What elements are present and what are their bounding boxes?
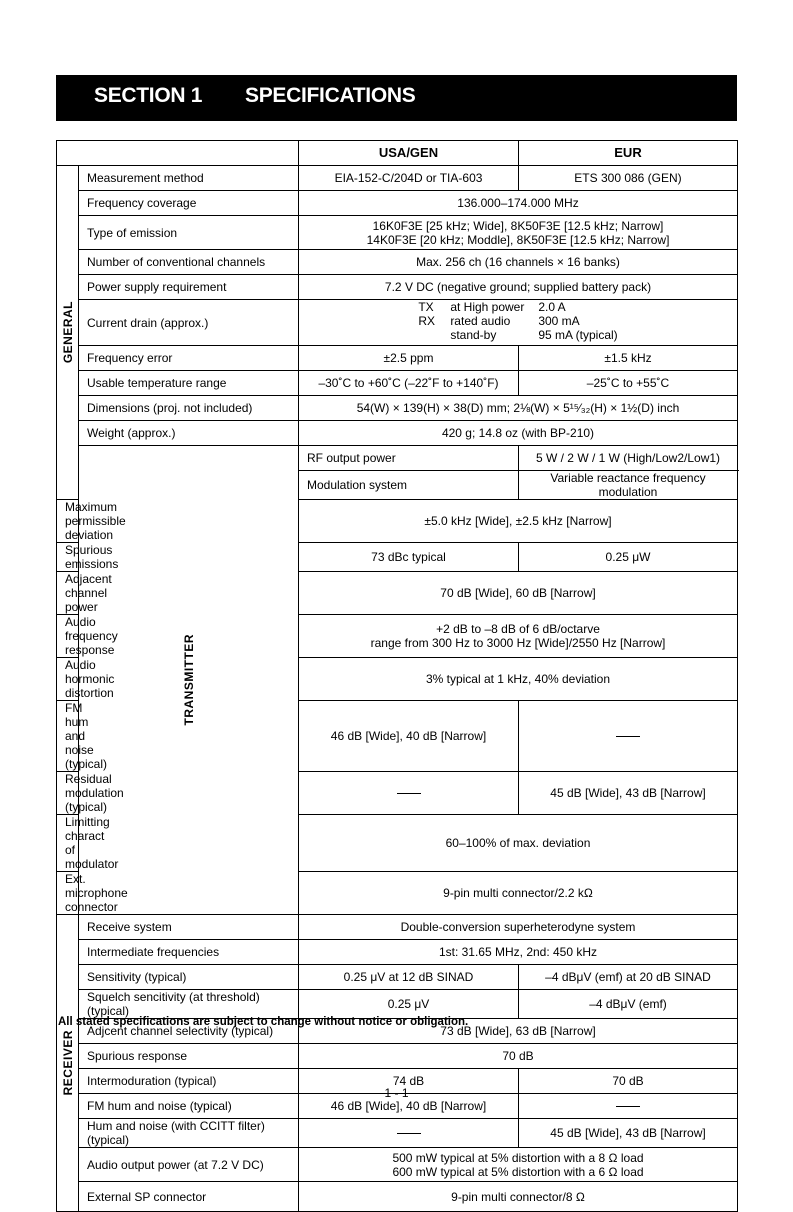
value-common: 136.000–174.000 MHz: [299, 191, 738, 216]
value-common: Double-conversion superheterodyne system: [299, 915, 738, 940]
rx-value-rated: 300 mA: [538, 314, 580, 328]
table-row: [57, 275, 738, 300]
value-usa-dash: [299, 1119, 519, 1148]
value-eur: 45 dB [Wide], 43 dB [Narrow]: [519, 1119, 738, 1148]
value-eur: 45 dB [Wide], 43 dB [Narrow]: [519, 772, 738, 815]
row-label: Dimensions (proj. not included): [79, 396, 299, 421]
emission-line-1: 16K0F3E [25 kHz; Wide], 8K50F3E [12.5 kHz; Narrow]: [372, 218, 664, 233]
section-title: SPECIFICATIONS: [245, 84, 416, 107]
table-row: [57, 371, 738, 396]
row-label: Spurious emissions: [57, 543, 79, 572]
row-label: Adjcent channel selectivity (typical): [79, 1019, 299, 1044]
table-row: [57, 965, 738, 990]
value-usa: 0.25 μV at 12 dB SINAD: [299, 965, 519, 990]
table-row: [57, 1119, 738, 1148]
value-common: 1st: 31.65 MHz, 2nd: 450 kHz: [299, 940, 738, 965]
row-label: External SP connector: [79, 1182, 299, 1212]
value-eur-dash: [519, 701, 738, 772]
row-label: Modulation system: [299, 471, 519, 500]
table-row: [57, 446, 738, 471]
not-applicable-dash: [616, 736, 640, 737]
value-eur: ETS 300 086 (GEN): [519, 166, 738, 191]
tx-value: 2.0 A: [538, 300, 566, 314]
value-usa: 46 dB [Wide], 40 dB [Narrow]: [299, 701, 519, 772]
audio-response-line-2: range from 300 Hz to 3000 Hz [Wide]/2550 Hz [Narrow]: [370, 636, 666, 650]
row-label: Measurement method: [79, 166, 299, 191]
value-common: ±5.0 kHz [Wide], ±2.5 kHz [Narrow]: [299, 500, 738, 543]
value-usa-dash: [299, 772, 519, 815]
row-label: Audio output power (at 7.2 V DC): [79, 1148, 299, 1182]
section-number: SECTION 1: [94, 84, 203, 107]
row-label: Number of conventional channels: [79, 250, 299, 275]
not-applicable-dash: [397, 793, 421, 794]
row-label: Hum and noise (with CCITT filter) (typical): [79, 1119, 299, 1148]
rx-condition-standby: stand-by: [450, 328, 497, 342]
row-label: Intermediate frequencies: [79, 940, 299, 965]
row-label: Sensitivity (typical): [79, 965, 299, 990]
not-applicable-dash: [616, 1106, 640, 1107]
column-header-eur: EUR: [519, 141, 738, 166]
row-label: Usable temperature range: [79, 371, 299, 396]
value-common: 5 W / 2 W / 1 W (High/Low2/Low1): [519, 446, 738, 471]
value-usa: 46 dB [Wide], 40 dB [Narrow]: [299, 1094, 519, 1119]
audio-output-line-1: 500 mW typical at 5% distortion with a 8 Ω load: [392, 1150, 644, 1165]
value-common: [299, 216, 738, 250]
table-row: [57, 250, 738, 275]
table-row: [57, 166, 738, 191]
group-transmitter: TRANSMITTER: [79, 446, 299, 915]
table-row: [57, 346, 738, 371]
row-label: Intermoduration (typical): [79, 1069, 299, 1094]
value-eur: 0.25 μW: [519, 543, 738, 572]
row-label: Audio hormonic distortion: [57, 658, 79, 701]
value-usa: 73 dBc typical: [299, 543, 519, 572]
value-eur: –4 dBμV (emf) at 20 dB SINAD: [519, 965, 738, 990]
value-common: 9-pin multi connector/8 Ω: [299, 1182, 738, 1212]
table-row: [57, 396, 738, 421]
value-common: 70 dB [Wide], 60 dB [Narrow]: [299, 572, 738, 615]
value-common: [299, 1148, 738, 1182]
group-receiver: RECEIVER: [57, 915, 79, 1212]
emission-line-2: 14K0F3E [20 kHz; Moddle], 8K50F3E [12.5 kHz; Narrow]: [366, 232, 670, 247]
footnote: All stated specifications are subject to change without notice or obligation.: [58, 1016, 469, 1028]
value-common: 3% typical at 1 kHz, 40% deviation: [299, 658, 738, 701]
group-general: GENERAL: [57, 166, 79, 500]
table-row: [57, 990, 738, 1019]
row-label: RF output power: [299, 446, 519, 471]
current-drain-values: [418, 300, 617, 342]
row-label: Receive system: [79, 915, 299, 940]
value-common: 420 g; 14.8 oz (with BP-210): [299, 421, 738, 446]
row-label: Weight (approx.): [79, 421, 299, 446]
value-eur: –25˚C to +55˚C: [519, 371, 738, 396]
value-common: [299, 300, 738, 346]
row-label: FM hum and noise (typical): [79, 1094, 299, 1119]
row-label: Frequency error: [79, 346, 299, 371]
row-label: Limitting charact of modulator: [57, 815, 79, 872]
row-label: Squelch sencitivity (at threshold) (typical): [79, 990, 299, 1019]
value-common: 9-pin multi connector/2.2 kΩ: [299, 872, 738, 915]
row-label: Audio frequency response: [57, 615, 79, 658]
table-row: [57, 421, 738, 446]
tx-condition: at High power: [450, 300, 525, 314]
value-eur: –4 dBμV (emf): [519, 990, 738, 1019]
row-label: Current drain (approx.): [79, 300, 299, 346]
row-label: Type of emission: [79, 216, 299, 250]
value-common: 7.2 V DC (negative ground; supplied battery pack): [299, 275, 738, 300]
value-eur: ±1.5 kHz: [519, 346, 738, 371]
table-row: [57, 1044, 738, 1069]
not-applicable-dash: [397, 1133, 421, 1134]
row-label: Frequency coverage: [79, 191, 299, 216]
table-header-row: [57, 141, 738, 166]
audio-response-line-1: +2 dB to –8 dB of 6 dB/octarve: [436, 622, 600, 636]
rx-label: RX: [418, 314, 435, 328]
table-row: [57, 1182, 738, 1212]
row-label: Ext. microphone connector: [57, 872, 79, 915]
table-row: [57, 191, 738, 216]
row-label: Power supply requirement: [79, 275, 299, 300]
specifications-table: [56, 140, 738, 1212]
column-header-usa: USA/GEN: [299, 141, 519, 166]
rx-value-standby: 95 mA (typical): [538, 328, 618, 342]
table-row: [57, 300, 738, 346]
page-number: 1 - 1: [384, 1086, 409, 1100]
table-row: [57, 216, 738, 250]
value-common: 73 dB [Wide], 63 dB [Narrow]: [299, 1019, 738, 1044]
table-row: [57, 940, 738, 965]
value-usa: 0.25 μV: [299, 990, 519, 1019]
value-common: 60–100% of max. deviation: [299, 815, 738, 872]
table-row: [57, 915, 738, 940]
section-header: [56, 75, 737, 121]
rx-condition-rated: rated audio: [450, 314, 511, 328]
tx-label: TX: [418, 300, 434, 314]
value-eur: 70 dB: [519, 1069, 738, 1094]
value-common: Variable reactance frequency modulation: [519, 471, 738, 500]
value-common: [299, 615, 738, 658]
row-label: Adjacent channel power: [57, 572, 79, 615]
value-common: Max. 256 ch (16 channels × 16 banks): [299, 250, 738, 275]
row-label: Maximum permissible deviation: [57, 500, 79, 543]
value-common: 54(W) × 139(H) × 38(D) mm; 2⅛(W) × 5¹⁵⁄₃₂(H) × 1½(D) inch: [299, 396, 738, 421]
row-label: FM hum and noise (typical): [57, 701, 79, 772]
header-blank: [57, 141, 299, 166]
value-usa: ±2.5 ppm: [299, 346, 519, 371]
value-usa: 74 dB: [299, 1069, 519, 1094]
table-row: [57, 1148, 738, 1182]
row-label: Spurious response: [79, 1044, 299, 1069]
row-label: Residual modulation (typical): [57, 772, 79, 815]
value-usa: EIA-152-C/204D or TIA-603: [299, 166, 519, 191]
value-usa: –30˚C to +60˚C (–22˚F to +140˚F): [299, 371, 519, 396]
value-common: 70 dB: [299, 1044, 738, 1069]
audio-output-line-2: 600 mW typical at 5% distortion with a 6 Ω load: [392, 1164, 644, 1179]
